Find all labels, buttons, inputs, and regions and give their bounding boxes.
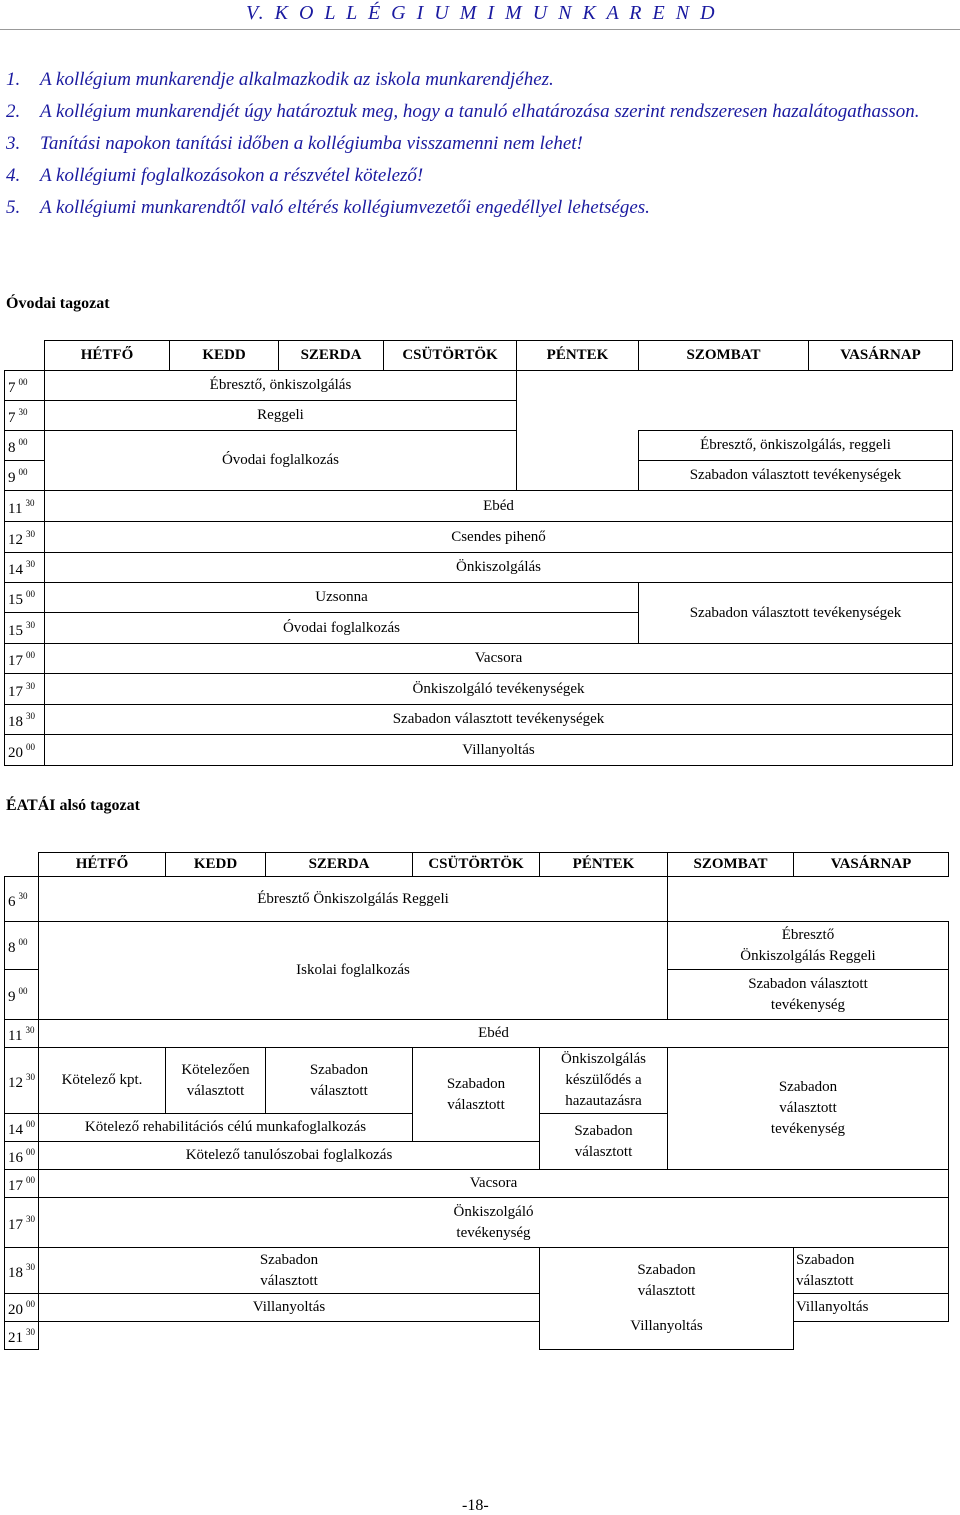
time-cell: 15 $^{00}$ xyxy=(5,583,45,613)
time-cell: 14 $^{00}$ xyxy=(5,1114,39,1142)
time-cell: 18 $^{30}$ xyxy=(5,1248,39,1294)
day-header-pentek: PÉNTEK xyxy=(517,341,639,371)
time-cell: 20 $^{00}$ xyxy=(5,1294,39,1322)
pentek-prep-cell: Önkiszolgálás készülődés a hazautazásra xyxy=(540,1048,668,1114)
empty-cell xyxy=(517,431,639,461)
weekend-free-cell: Szabadon választott tevékenység xyxy=(668,970,949,1020)
day-header-hetfo: HÉTFŐ xyxy=(45,341,170,371)
weekend-free-cell-2: Szabadon választott tevékenységek xyxy=(639,583,953,644)
day-header-pentek: PÉNTEK xyxy=(540,853,668,877)
day-header-szombat: SZOMBAT xyxy=(668,853,794,877)
rules-list xyxy=(6,64,956,224)
weekend-morning-cell: Ébresztő Önkiszolgálás Reggeli xyxy=(668,922,949,970)
rule-item xyxy=(6,192,956,224)
time-cell: 17 $^{00}$ xyxy=(5,644,45,674)
day-header-hetfo: HÉTFŐ xyxy=(39,853,166,877)
rule-item xyxy=(6,128,956,160)
szombat-villany-text: Villanyoltás xyxy=(630,1318,703,1334)
szombat-free-text: Szabadon választott xyxy=(637,1262,696,1299)
rule-number: 1. xyxy=(6,69,21,90)
rehab-cell: Kötelező rehabilitációs célú munkafoglalkozás xyxy=(39,1114,413,1142)
time-cell: 18 $^{30}$ xyxy=(5,705,45,735)
rule-number: 5. xyxy=(6,197,21,218)
page-number: -18- xyxy=(462,1497,489,1514)
weekend-morning-cell: Ébresztő, önkiszolgálás, reggeli xyxy=(639,431,953,461)
szabadon-valasztott-cell-2: Szabadon választott xyxy=(413,1048,540,1142)
day-header-vasarnap: VASÁRNAP xyxy=(809,341,953,371)
rule-item xyxy=(6,160,956,192)
rule-item xyxy=(6,96,956,128)
day-header-vasarnap: VASÁRNAP xyxy=(794,853,949,877)
day-header-kedd: KEDD xyxy=(166,853,266,877)
day-header-csutortok: CSÜTÖRTÖK xyxy=(413,853,540,877)
time-cell: 11 $^{30}$ xyxy=(5,1020,39,1048)
empty-cell xyxy=(517,461,639,491)
vasarnap-villany-cell: Villanyoltás xyxy=(794,1294,949,1322)
time-cell: 8 $^{00}$ xyxy=(5,431,45,461)
time-cell: 7 $^{00}$ xyxy=(5,371,45,401)
time-cell: 20 $^{00}$ xyxy=(5,735,45,766)
evening-villany-cell: Villanyoltás xyxy=(39,1294,540,1322)
day-header-szombat: SZOMBAT xyxy=(639,341,809,371)
time-cell: 11 $^{30}$ xyxy=(5,491,45,522)
corner-cell xyxy=(5,853,39,877)
rule-text: A kollégiumi munkarendtől való eltérés kollégiumvezetői engedéllyel lehetséges. xyxy=(40,197,650,218)
ovodai-schedule-table xyxy=(4,340,953,766)
empty-cell xyxy=(39,1322,540,1350)
szombat-free-cell xyxy=(540,1248,794,1350)
tanuloszoba-cell: Kötelező tanulószobai foglalkozás xyxy=(39,1142,540,1170)
day-header-szerda: SZERDA xyxy=(266,853,413,877)
onkiszolgalas-cell: Önkiszolgálás xyxy=(45,553,953,583)
time-cell: 12 $^{30}$ xyxy=(5,1048,39,1114)
rule-text: A kollégium munkarendje alkalmazkodik az iskola munkarendjéhez. xyxy=(40,69,554,90)
ovodai-foglalkozas-cell: Óvodai foglalkozás xyxy=(45,431,517,491)
time-cell: 17 $^{30}$ xyxy=(5,674,45,705)
onkiszolgalo-tev-cell: Önkiszolgáló tevékenységek xyxy=(45,674,953,705)
szabadon-valasztott-cell: Szabadon választott xyxy=(266,1048,413,1114)
ebed-cell: Ebéd xyxy=(45,491,953,522)
rule-number: 3. xyxy=(6,133,21,154)
time-cell: 17 $^{00}$ xyxy=(5,1170,39,1198)
uzsonna-cell: Uzsonna xyxy=(45,583,639,613)
pentek-free-cell: Szabadon választott xyxy=(540,1114,668,1170)
vacsora-cell: Vacsora xyxy=(45,644,953,674)
szabadon-cell: Szabadon választott tevékenységek xyxy=(45,705,953,735)
empty-cell xyxy=(794,1322,949,1350)
rule-text: A kollégium munkarendjét úgy határoztuk meg, hogy a tanuló elhatározása szerint rendszeresen hazalátogathasson. xyxy=(40,101,920,122)
ovodai-foglalkozas-cell-2: Óvodai foglalkozás xyxy=(45,613,639,644)
day-header-kedd: KEDD xyxy=(170,341,279,371)
day-header-szerda: SZERDA xyxy=(279,341,384,371)
rule-item xyxy=(6,64,956,96)
etai-schedule-table xyxy=(4,852,949,1350)
time-cell: 17 $^{30}$ xyxy=(5,1198,39,1248)
section-title-ovodai: Óvodai tagozat xyxy=(6,295,110,312)
time-cell: 8 $^{00}$ xyxy=(5,922,39,970)
time-cell: 21 $^{30}$ xyxy=(5,1322,39,1350)
chapter-heading: V. K O L L É G I U M I M U N K A R E N D xyxy=(246,2,718,24)
time-cell: 14 $^{30}$ xyxy=(5,553,45,583)
weekend-free-cell: Szabadon választott tevékenységek xyxy=(639,461,953,491)
time-cell: 6 $^{30}$ xyxy=(5,877,39,922)
weekend-free-cell-2: Szabadon választott tevékenység xyxy=(668,1048,949,1170)
empty-cell xyxy=(517,371,953,431)
rule-number: 4. xyxy=(6,165,21,186)
rule-text: Tanítási napokon tanítási időben a kollégiumba visszamenni nem lehet! xyxy=(40,133,583,154)
villanyoltas-cell: Villanyoltás xyxy=(45,735,953,766)
reggeli-cell: Reggeli xyxy=(45,401,517,431)
evening-free-cell: Szabadon választott xyxy=(39,1248,540,1294)
rule-text: A kollégiumi foglalkozásokon a részvétel kötelező! xyxy=(40,165,424,186)
csendes-piheno-cell: Csendes pihenő xyxy=(45,522,953,553)
kotelezo-kpt-cell: Kötelező kpt. xyxy=(39,1048,166,1114)
iskolai-foglalkozas-cell: Iskolai foglalkozás xyxy=(39,922,668,1020)
time-cell: 7 $^{30}$ xyxy=(5,401,45,431)
section-title-etai: ÉATÁI alsó tagozat xyxy=(6,797,140,814)
morning-cell: Ébresztő Önkiszolgálás Reggeli xyxy=(39,877,668,922)
ebed-cell: Ebéd xyxy=(39,1020,949,1048)
vacsora-cell: Vacsora xyxy=(39,1170,949,1198)
vasarnap-free-cell: Szabadon választott xyxy=(794,1248,949,1294)
time-cell: 9 $^{00}$ xyxy=(5,461,45,491)
heading-rule xyxy=(0,29,960,30)
time-cell: 12 $^{30}$ xyxy=(5,522,45,553)
empty-cell xyxy=(668,877,949,922)
ebreszto-cell: Ébresztő, önkiszolgálás xyxy=(45,371,517,401)
time-cell: 15 $^{30}$ xyxy=(5,613,45,644)
corner-cell xyxy=(5,341,45,371)
time-cell: 9 $^{00}$ xyxy=(5,970,39,1020)
rule-number: 2. xyxy=(6,101,21,122)
time-cell: 16 $^{00}$ xyxy=(5,1142,39,1170)
day-header-csutortok: CSÜTÖRTÖK xyxy=(384,341,517,371)
onkiszolgalo-tev-cell: Önkiszolgáló tevékenység xyxy=(39,1198,949,1248)
kotelezoen-valasztott-cell: Kötelezően választott xyxy=(166,1048,266,1114)
